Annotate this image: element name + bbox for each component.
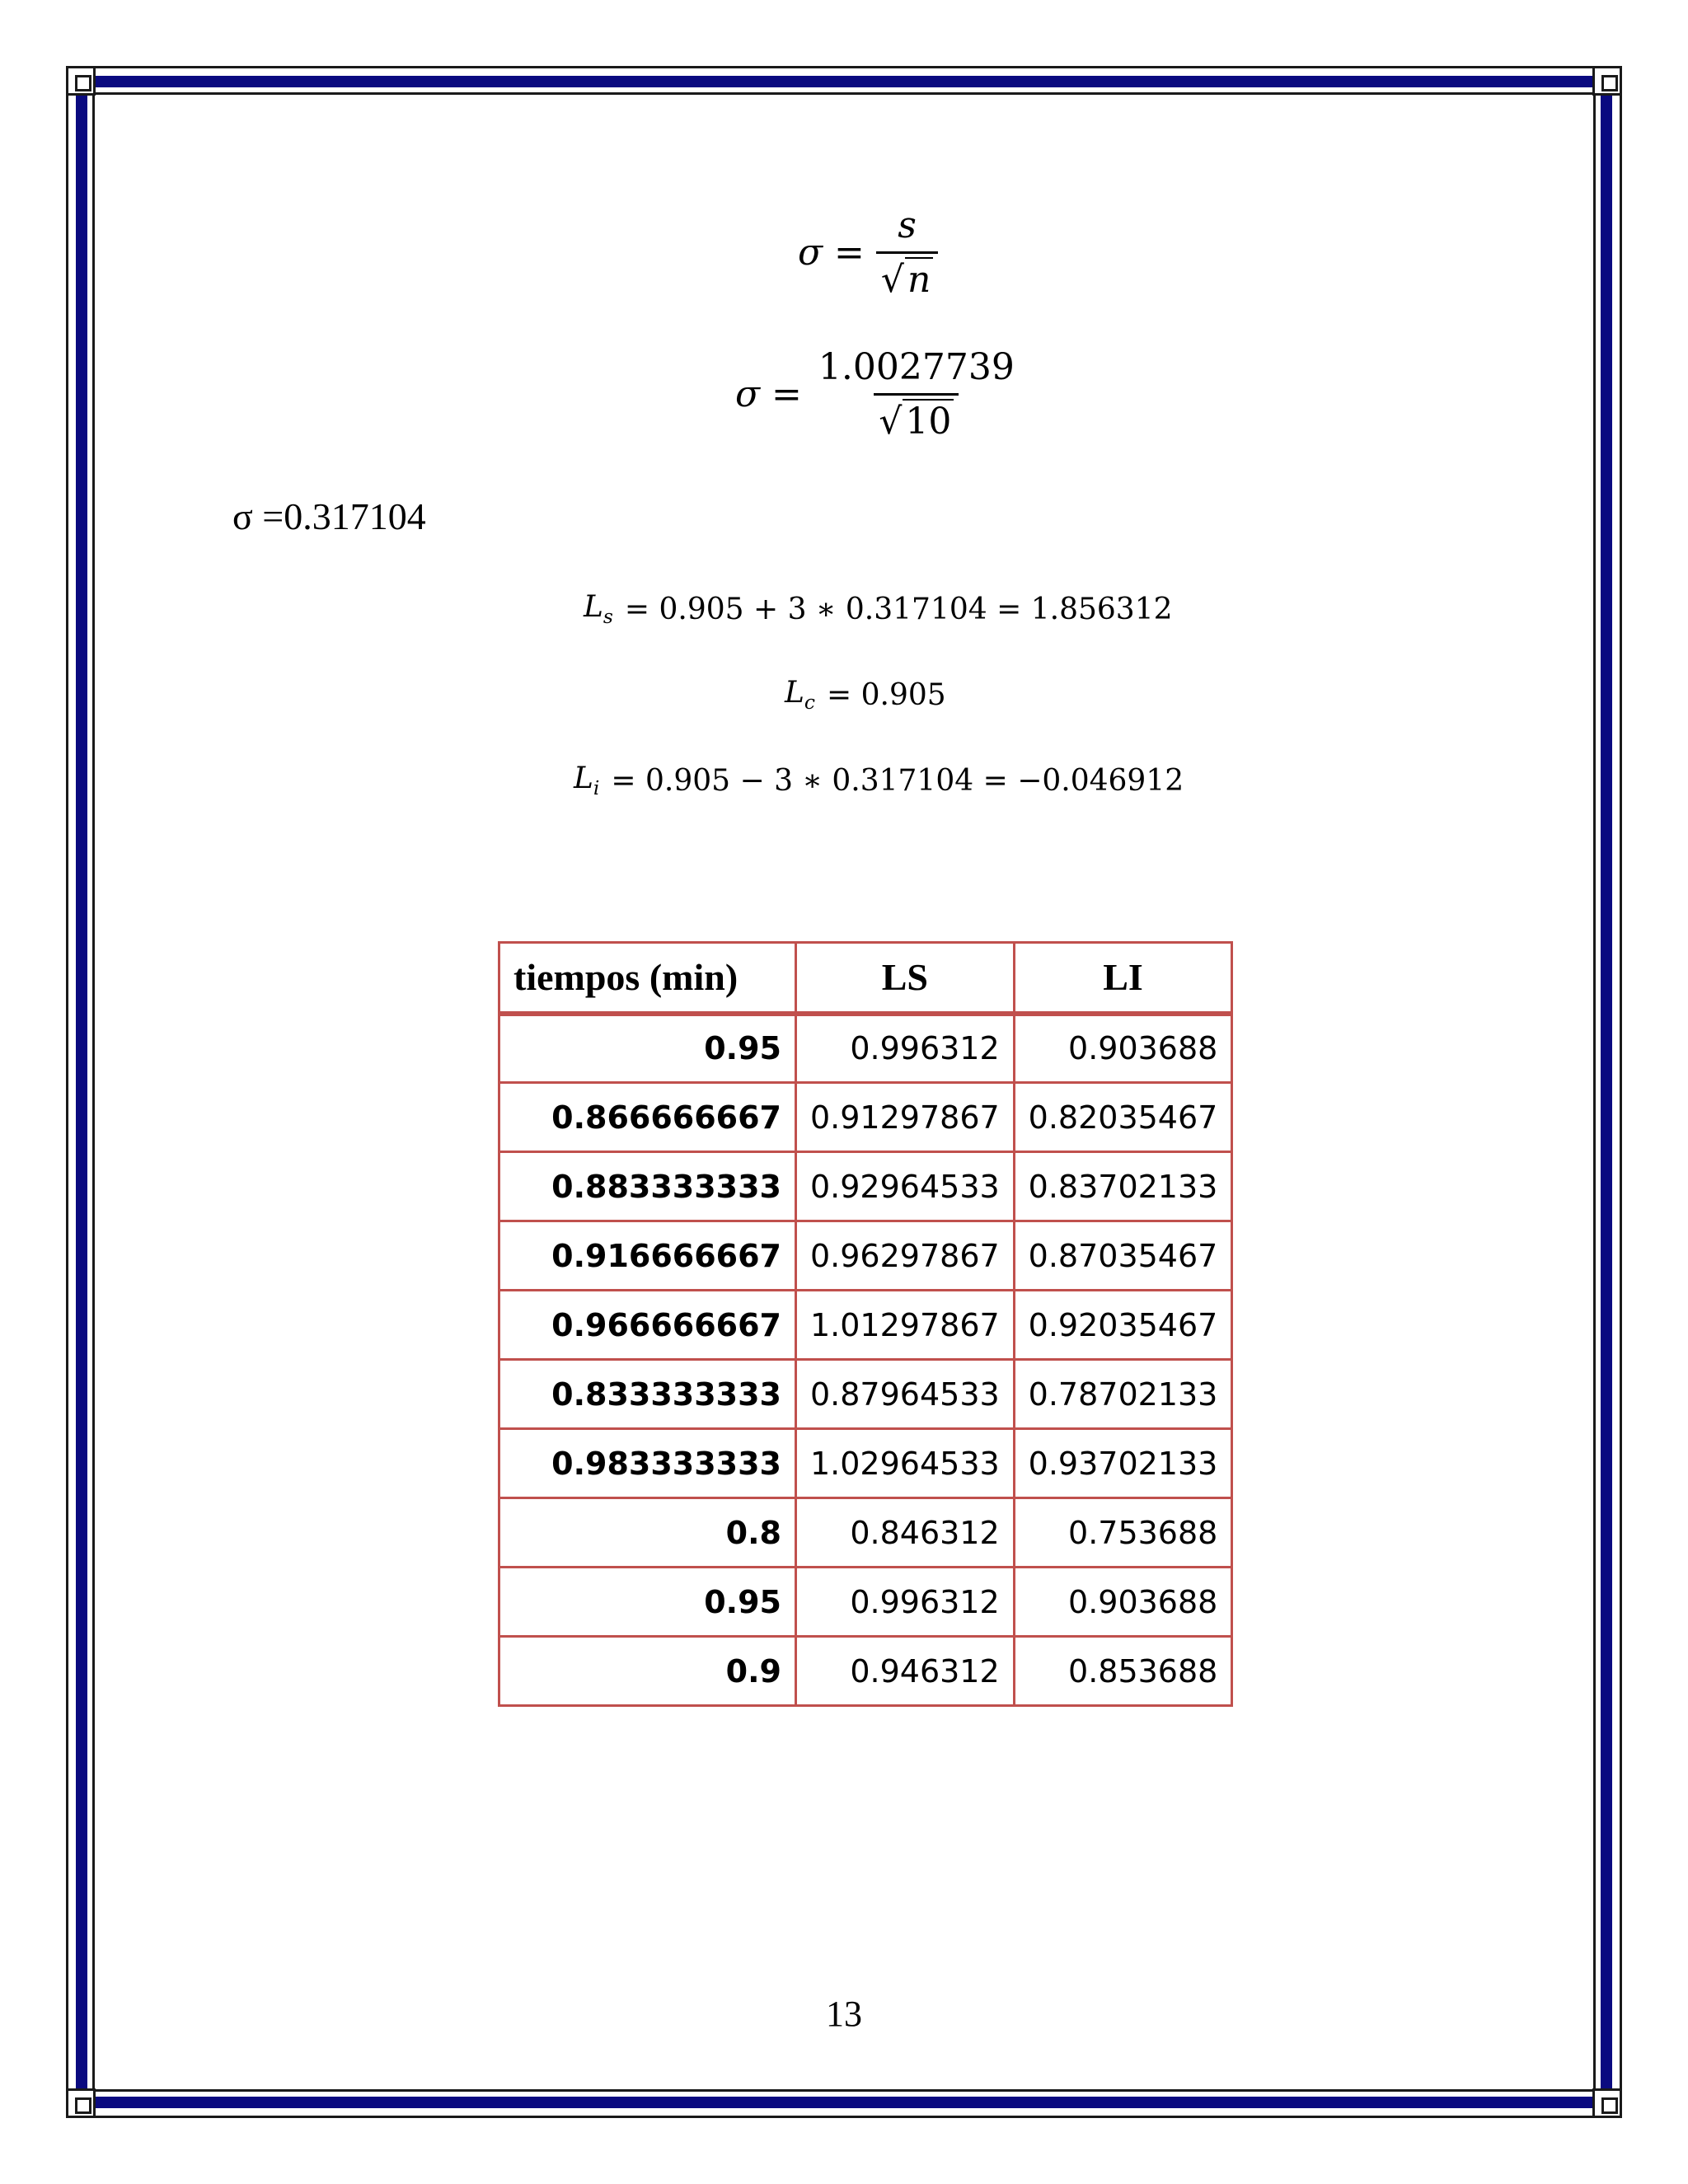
- table-row: [499, 1429, 1232, 1498]
- cell-ls: 0.96297867: [796, 1221, 1015, 1291]
- formula-upper-limit: [584, 590, 1173, 628]
- table-row: [499, 1014, 1232, 1083]
- corner-ornament-bottom-right: [1592, 2088, 1622, 2118]
- corner-ornament-bottom-left: [66, 2088, 96, 2118]
- table-row: [499, 1152, 1232, 1221]
- limit-symbol: $L_c$: [785, 676, 816, 715]
- cell-ls: 0.92964533: [796, 1152, 1015, 1221]
- column-header-tiempos: tiempos (min): [499, 943, 796, 1014]
- fraction-denominator: [876, 251, 938, 301]
- cell-li: 0.87035467: [1014, 1221, 1232, 1291]
- fraction: [876, 204, 938, 301]
- table-row: [499, 1637, 1232, 1706]
- cell-li: 0.903688: [1014, 1568, 1232, 1637]
- cell-tiempo: 0.95: [499, 1014, 796, 1083]
- cell-li: 0.78702133: [1014, 1360, 1232, 1429]
- formula-sigma-substituted: [735, 346, 1020, 443]
- cell-ls: 0.846312: [796, 1498, 1015, 1568]
- table-header-row: [499, 943, 1232, 1014]
- cell-tiempo: 0.95: [499, 1568, 796, 1637]
- limit-symbol: $L_s$: [584, 590, 613, 629]
- cell-tiempo: 0.916666667: [499, 1221, 796, 1291]
- limit-symbol: $L_i$: [574, 762, 600, 800]
- formula-center-line: [785, 676, 946, 714]
- formula-sigma-definition: [798, 204, 938, 301]
- cell-tiempo: 0.983333333: [499, 1429, 796, 1498]
- fraction-numerator: 1.0027739: [818, 346, 1015, 388]
- fraction: [814, 346, 1020, 443]
- cell-ls: 0.996312: [796, 1014, 1015, 1083]
- corner-ornament-top-right: [1592, 66, 1622, 96]
- cell-li: 0.93702133: [1014, 1429, 1232, 1498]
- cell-ls: 1.02964533: [796, 1429, 1015, 1498]
- page-number: 13: [826, 1994, 862, 2034]
- cell-tiempo: 0.866666667: [499, 1083, 796, 1152]
- square-root: [879, 399, 954, 443]
- fraction-denominator: [874, 393, 959, 443]
- cell-ls: 1.01297867: [796, 1291, 1015, 1360]
- table-row: [499, 1568, 1232, 1637]
- cell-ls: 0.87964533: [796, 1360, 1015, 1429]
- limits-table: [498, 941, 1233, 1707]
- square-root: [881, 257, 933, 301]
- limit-expression: = 0.905 − 3 ∗ 0.317104 = −0.046912: [611, 763, 1184, 798]
- cell-tiempo: 0.9: [499, 1637, 796, 1706]
- formula-lower-limit: [574, 762, 1184, 799]
- formula-lhs: σ =: [735, 373, 802, 415]
- fraction-numerator: s: [898, 204, 917, 246]
- radicand: 10: [903, 399, 954, 443]
- column-header-li: LI: [1014, 943, 1232, 1014]
- table-row: [499, 1291, 1232, 1360]
- column-header-ls: LS: [796, 943, 1015, 1014]
- cell-li: 0.903688: [1014, 1014, 1232, 1083]
- table-row: [499, 1498, 1232, 1568]
- cell-ls: 0.91297867: [796, 1083, 1015, 1152]
- cell-tiempo: 0.8: [499, 1498, 796, 1568]
- cell-tiempo: 0.966666667: [499, 1291, 796, 1360]
- radicand: n: [905, 257, 933, 301]
- limit-expression: = 0.905: [827, 677, 946, 712]
- formula-lhs: σ =: [798, 232, 865, 274]
- cell-li: 0.83702133: [1014, 1152, 1232, 1221]
- table-row: [499, 1083, 1232, 1152]
- sigma-result: σ =0.317104: [232, 495, 426, 537]
- cell-ls: 0.946312: [796, 1637, 1015, 1706]
- cell-tiempo: 0.883333333: [499, 1152, 796, 1221]
- cell-li: 0.853688: [1014, 1637, 1232, 1706]
- cell-ls: 0.996312: [796, 1568, 1015, 1637]
- cell-li: 0.753688: [1014, 1498, 1232, 1568]
- table-row: [499, 1360, 1232, 1429]
- table-row: [499, 1221, 1232, 1291]
- cell-li: 0.92035467: [1014, 1291, 1232, 1360]
- limit-expression: = 0.905 + 3 ∗ 0.317104 = 1.856312: [624, 592, 1173, 626]
- cell-li: 0.82035467: [1014, 1083, 1232, 1152]
- corner-ornament-top-left: [66, 66, 96, 96]
- radical-sign: √: [880, 259, 904, 301]
- cell-tiempo: 0.833333333: [499, 1360, 796, 1429]
- radical-sign: √: [879, 401, 903, 443]
